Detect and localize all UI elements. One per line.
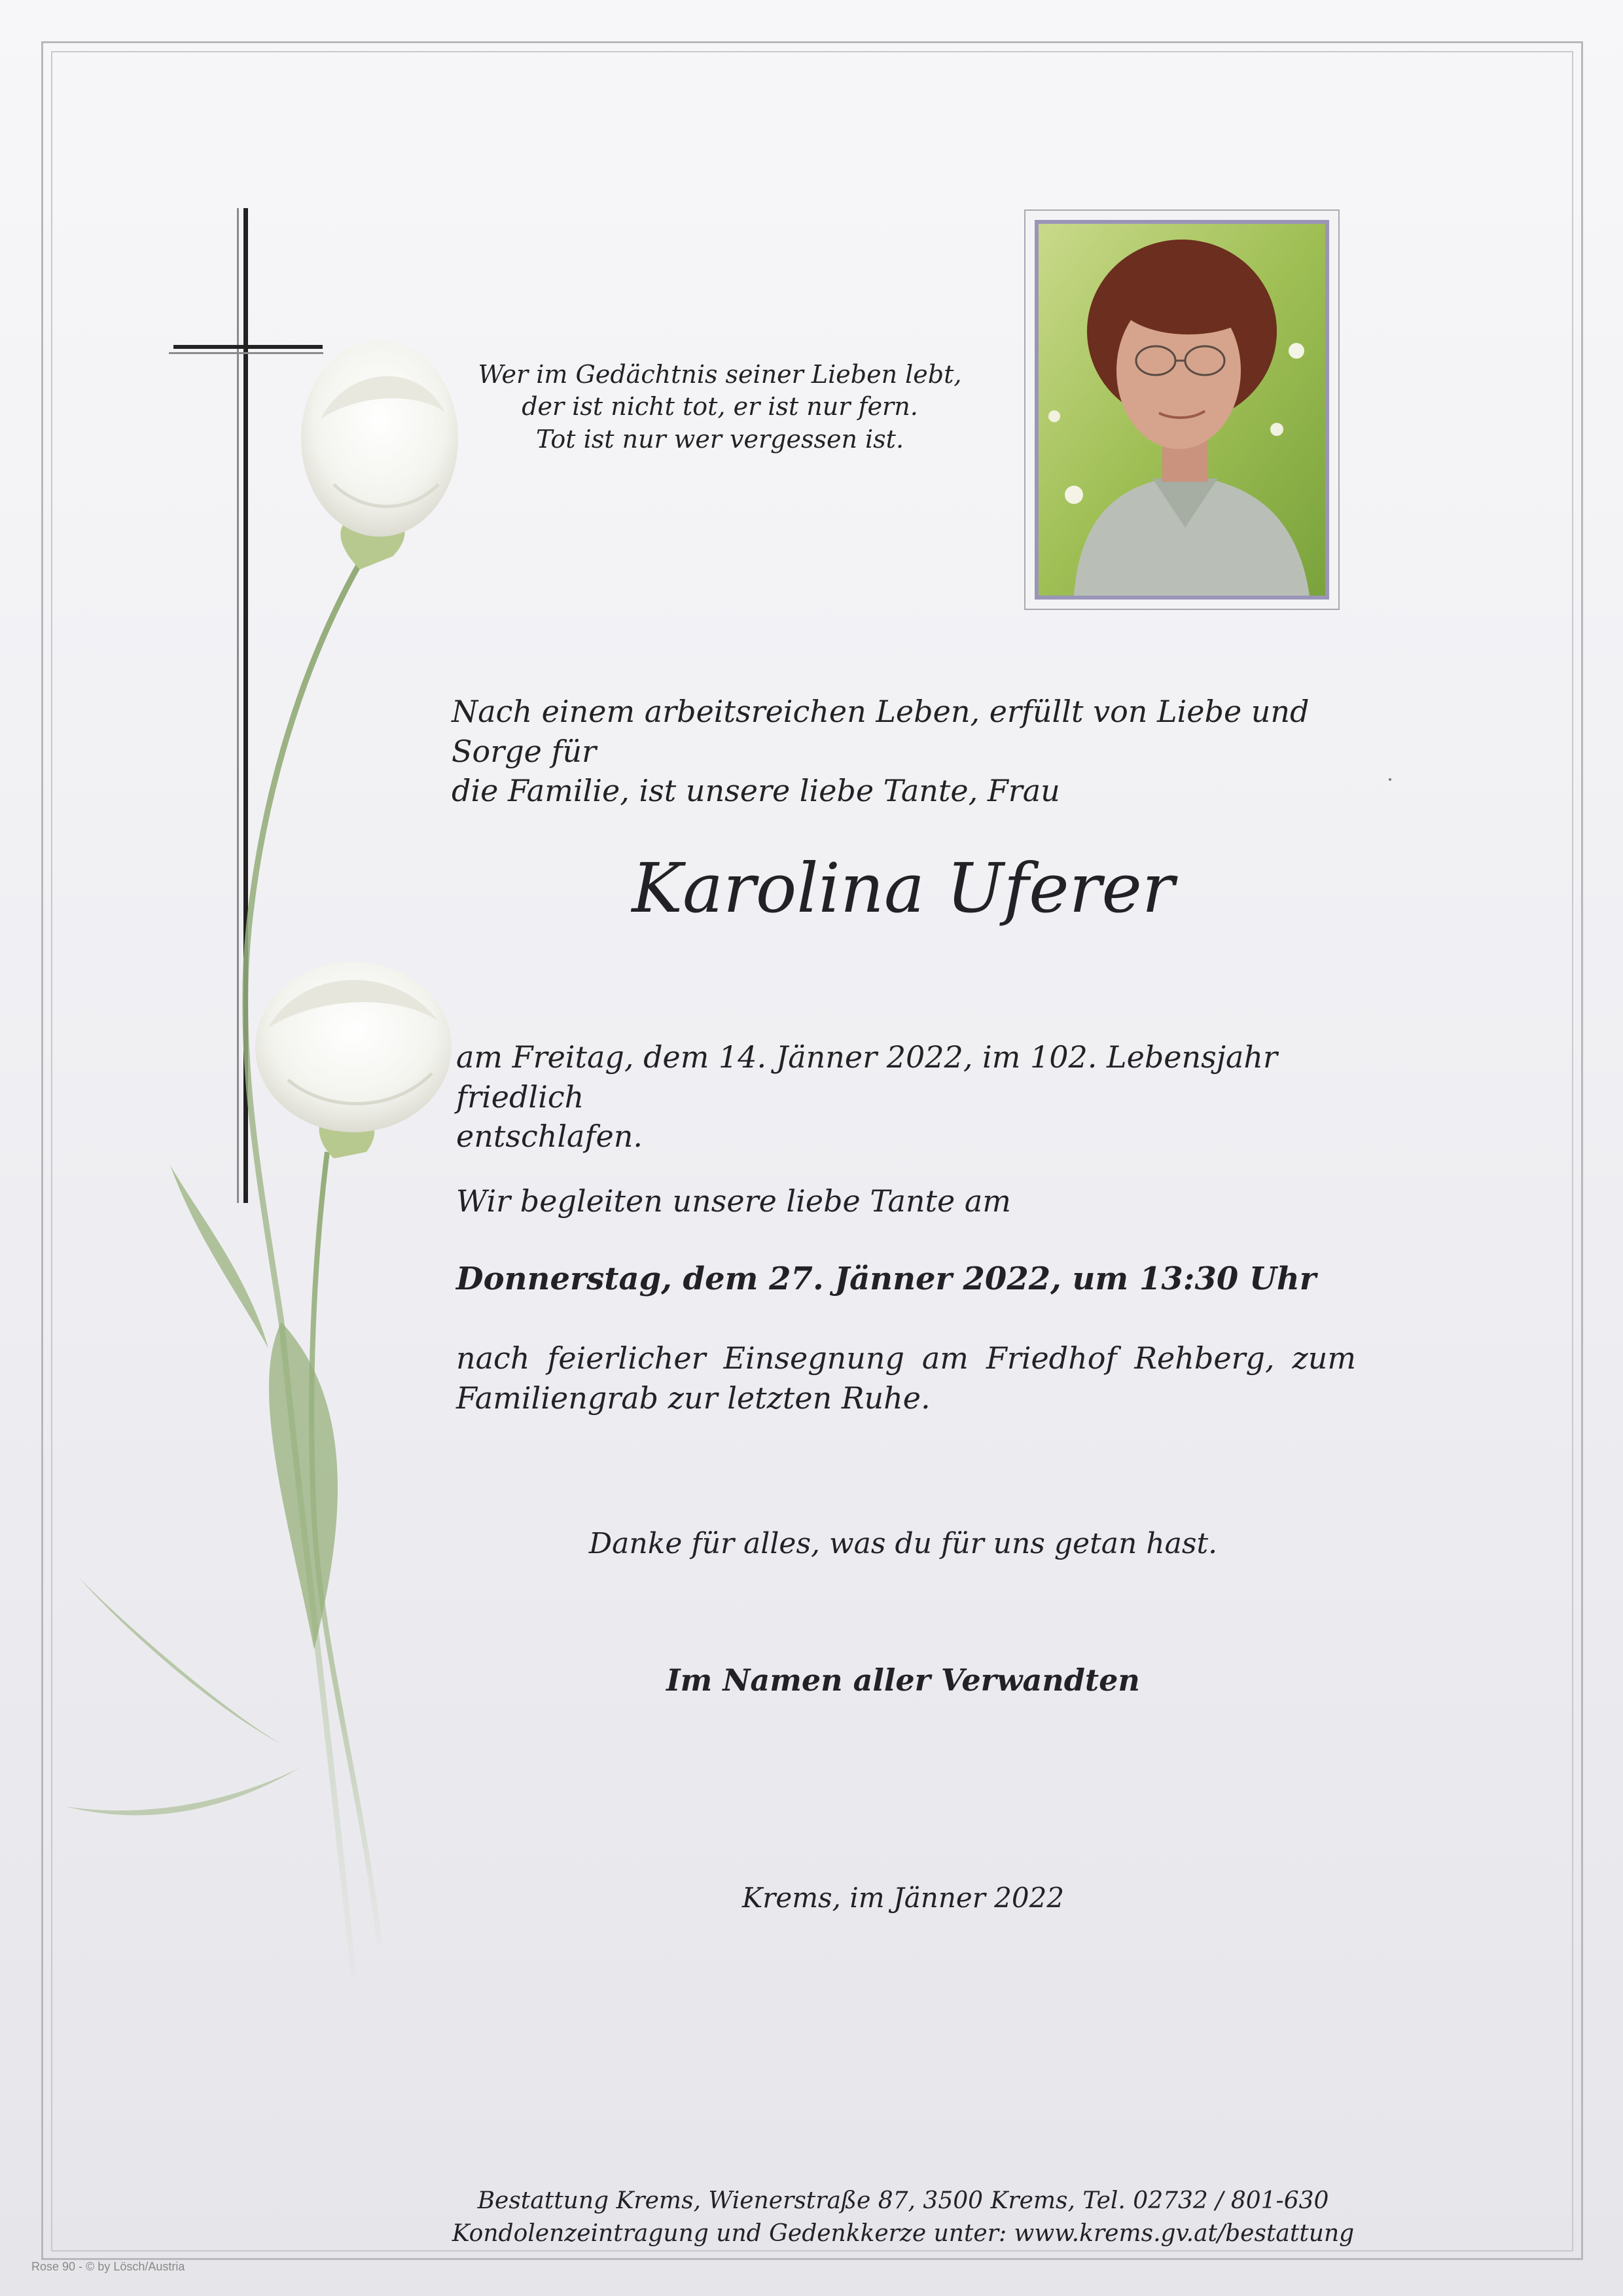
accompany-text: Wir begleiten unsere liebe Tante am (456, 1183, 1011, 1219)
portrait-photo (1024, 209, 1340, 610)
intro-line-1: Nach einem arbeitsreichen Leben, erfüllt von Liebe und Sorge für (452, 694, 1310, 769)
burial-text (456, 1338, 1356, 1418)
burial-line-1: nach feierlicher Einsegnung am Friedhof Rehberg, zum (456, 1340, 1356, 1376)
burial-line-2: Familiengrab zur letzten Ruhe. (456, 1380, 931, 1416)
quote-line-3: Tot ist nur wer vergessen ist. (535, 424, 904, 454)
footer-address: Bestattung Krems, Wienerstraße 87, 3500 Krems, Tel. 02732 / 801-630 (477, 2187, 1329, 2214)
quote-line-1: Wer im Gedächtnis seiner Lieben lebt, (478, 360, 962, 389)
place-date: Krems, im Jänner 2022 (741, 1882, 1065, 1914)
quote-line-2: der ist nicht tot, er ist nur fern. (522, 392, 918, 422)
funeral-datetime: Donnerstag, dem 27. Jänner 2022, um 13:30 Uhr (456, 1261, 1316, 1297)
speck (1389, 778, 1391, 781)
signature-text: Im Namen aller Verwandten (666, 1662, 1140, 1698)
deceased-name: Karolina Uferer (632, 848, 1175, 928)
death-notice-line-2: entschlafen. (456, 1119, 643, 1155)
thanks-text: Danke für alles, was du für uns getan hast. (588, 1527, 1218, 1560)
death-notice-line-1: am Freitag, dem 14. Jänner 2022, im 102. Lebensjahr friedlich (456, 1039, 1278, 1115)
footer-website: Kondolenzeintragung und Gedenkkerze unter: www.krems.gv.at/bestattung (452, 2220, 1355, 2247)
death-notice (456, 1037, 1356, 1157)
image-credit: Rose 90 - © by Lösch/Austria (31, 2260, 185, 2273)
intro-text (452, 692, 1387, 811)
intro-line-2: die Familie, ist unsere liebe Tante, Frau (452, 773, 1060, 809)
white-roses-illustration (52, 340, 510, 2042)
memorial-quote (458, 359, 982, 456)
portrait-image (1035, 220, 1329, 600)
